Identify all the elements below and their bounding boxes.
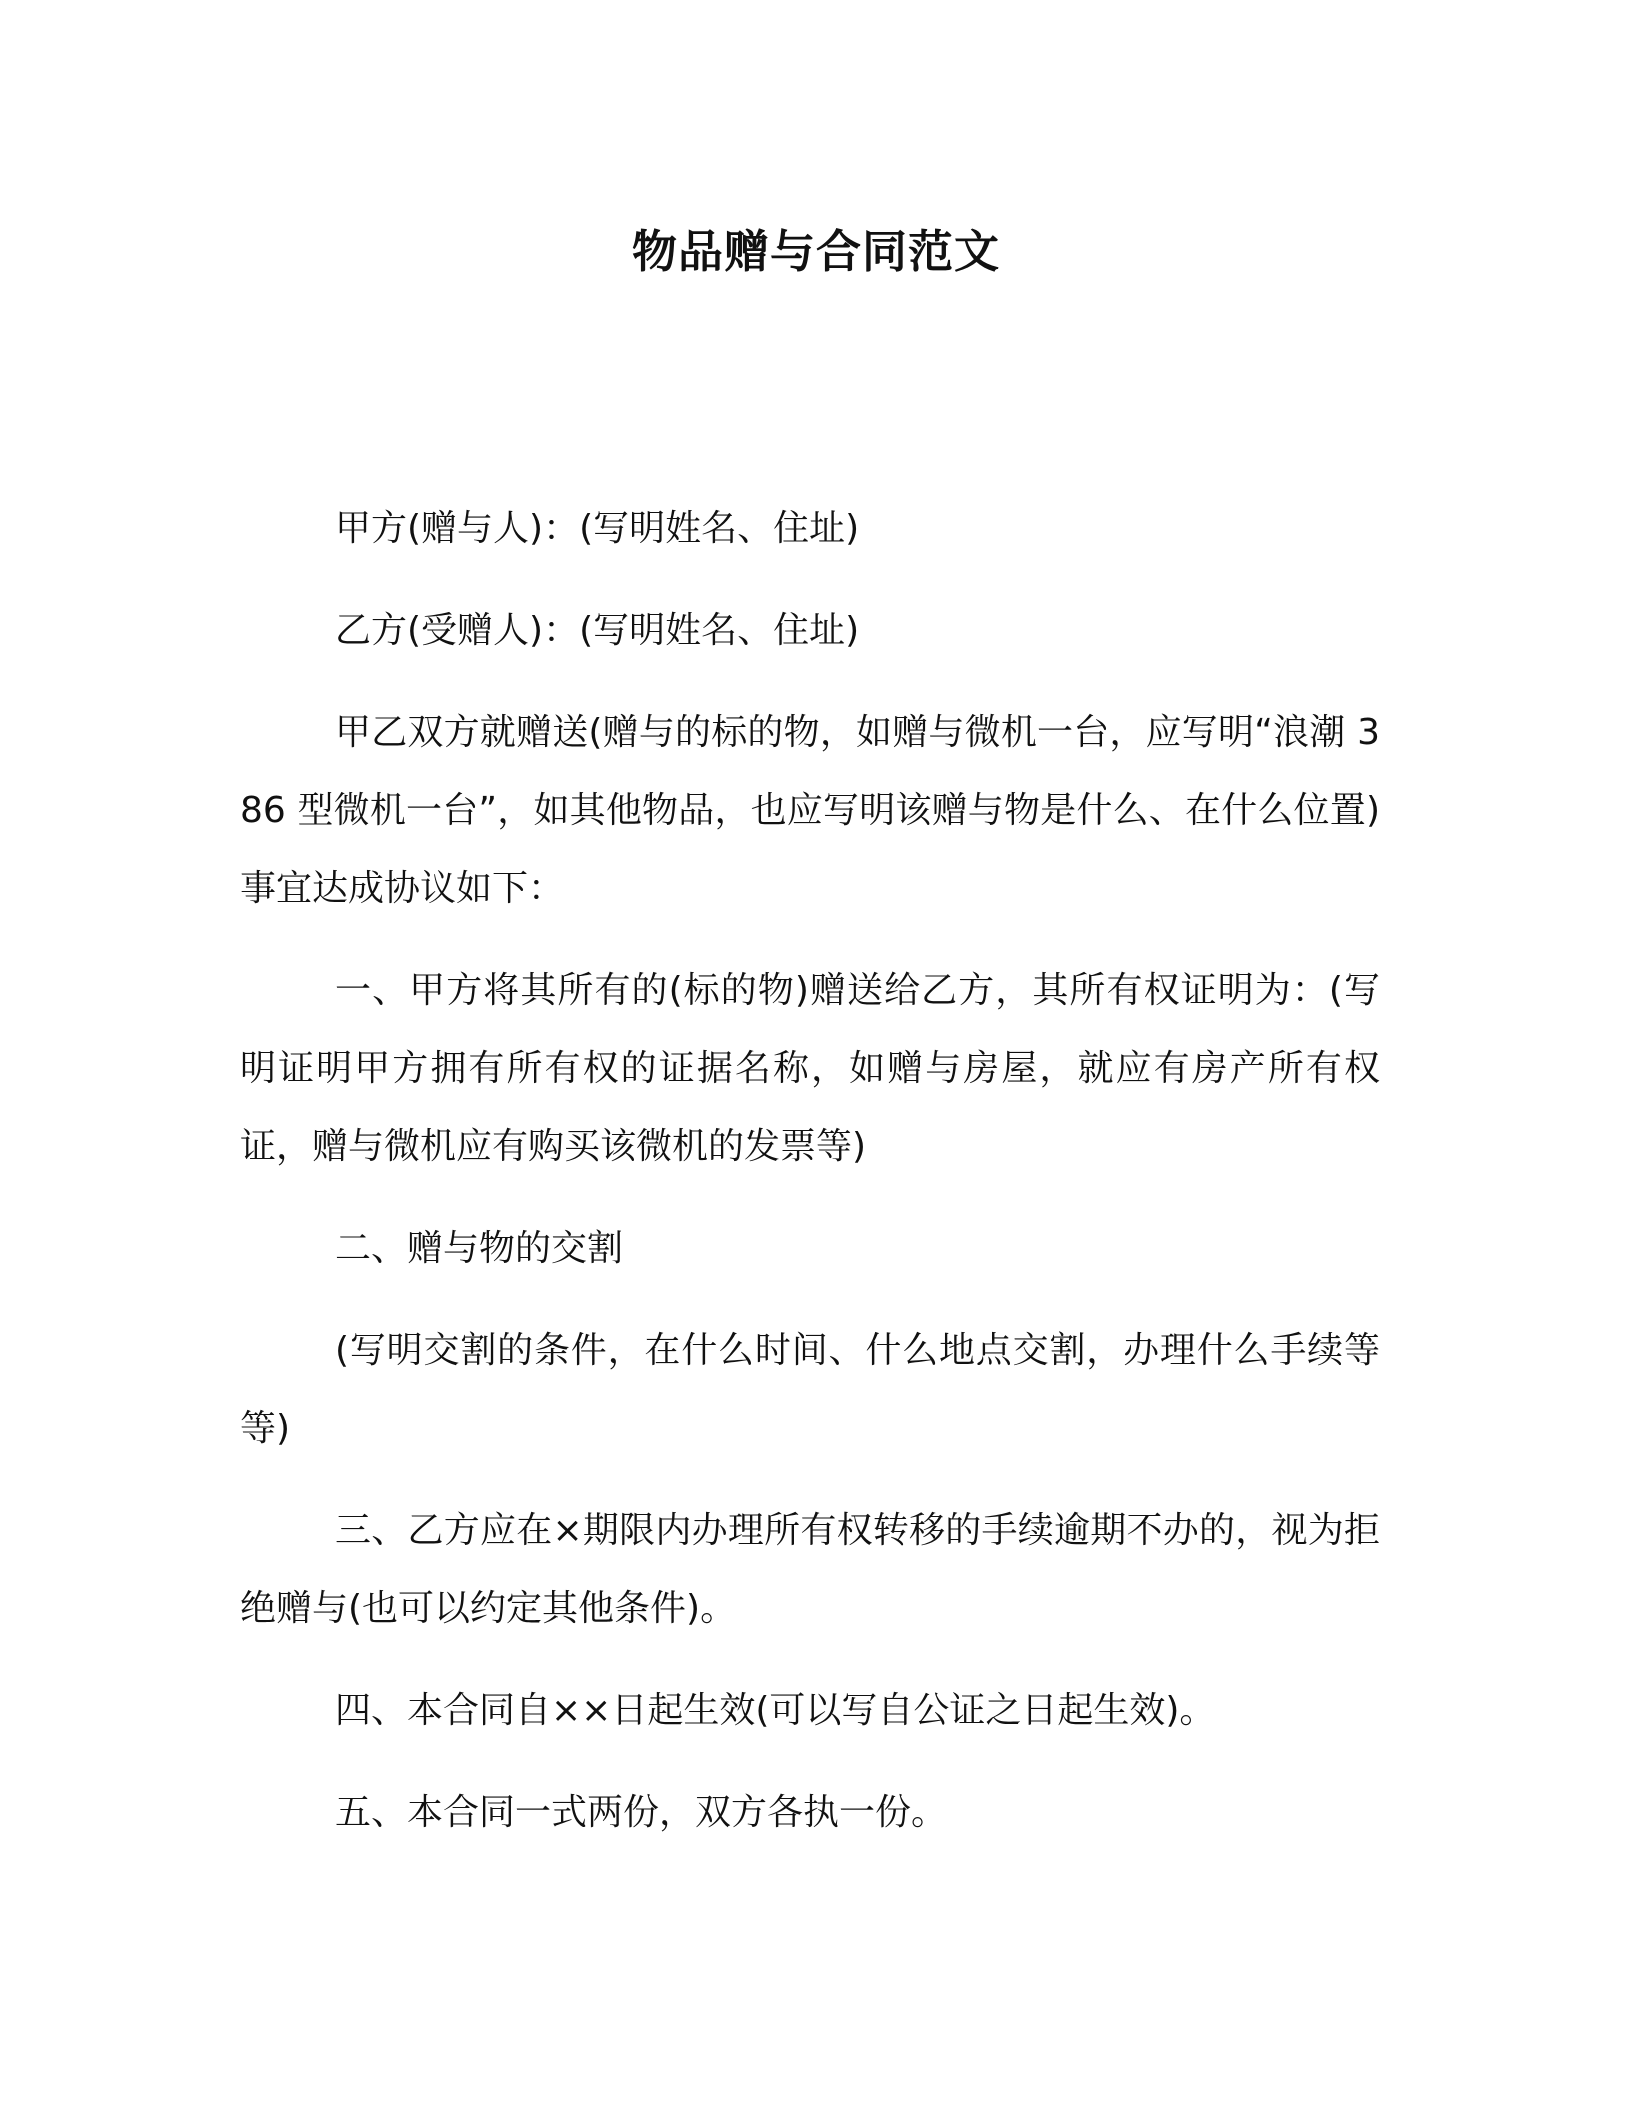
clause-three: 三、乙方应在×期限内办理所有权转移的手续逾期不办的，视为拒绝赠与(也可以约定其他条件)。 (240, 1510, 1380, 1629)
agreement-intro: 甲乙双方就赠送(赠与的标的物，如赠与微机一台，应写明“浪潮 386 型微机一台”，如其他物品，也应写明该赠与物是什么、在什么位置)事宜达成协议如下： (240, 712, 1380, 909)
party-b-line: 乙方(受赠人)：(写明姓名、住址) (335, 610, 860, 651)
clause-one: 一、甲方将其所有的(标的物)赠送给乙方，其所有权证明为：(写明证明甲方拥有所有权的证据名称，如赠与房屋，就应有房产所有权证，赠与微机应有购买该微机的发票等) (240, 970, 1380, 1167)
clause-two-heading: 二、赠与物的交割 (335, 1228, 624, 1269)
clause-five: 五、本合同一式两份，双方各执一份。 (335, 1792, 948, 1833)
party-a-line: 甲方(赠与人)：(写明姓名、住址) (335, 508, 860, 549)
document-body (240, 490, 1380, 1876)
document-title: 物品赠与合同范文 (631, 225, 1000, 278)
clause-four: 四、本合同自××日起生效(可以写自公证之日起生效)。 (335, 1690, 1216, 1731)
clause-two-detail: (写明交割的条件，在什么时间、什么地点交割，办理什么手续等等) (240, 1330, 1380, 1449)
